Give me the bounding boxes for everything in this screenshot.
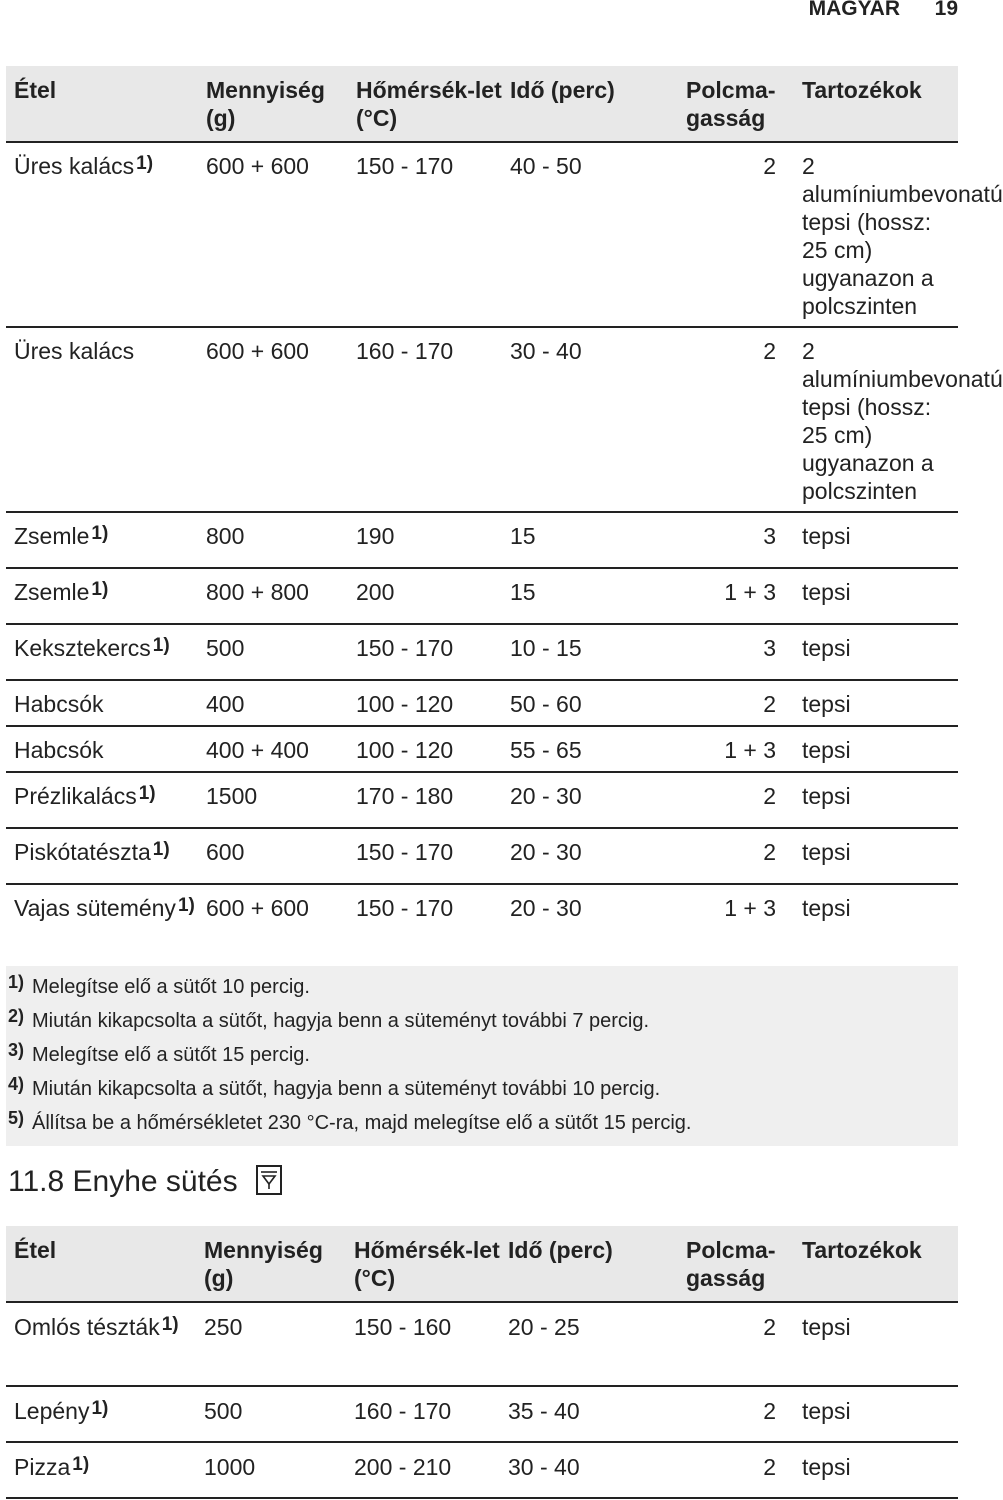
footnote-ref: 1)	[136, 153, 154, 174]
page-header	[0, 0, 960, 32]
quantity-cell: 400 + 400	[206, 737, 309, 763]
footnote-ref: 1)	[177, 895, 195, 916]
shelf-cell: 1 + 3	[724, 737, 776, 763]
footnote	[6, 1106, 958, 1140]
footnote-ref: 1)	[138, 783, 156, 804]
time-cell: 30 - 40	[510, 338, 582, 364]
gentle-bake-icon	[256, 1165, 282, 1195]
table-row	[6, 772, 958, 828]
time-cell: 55 - 65	[510, 737, 582, 763]
accessory-cell: tepsi	[802, 635, 851, 661]
accessory-cell: 2 alumíniumbevonatú tepsi (hossz: 25 cm) ugyanazon a polcszinten	[802, 153, 1003, 319]
temperature-cell: 150 - 170	[356, 839, 454, 865]
temperature-cell: 150 - 170	[356, 895, 454, 921]
food-cell	[6, 1442, 196, 1498]
table-row	[6, 142, 958, 327]
temperature-cell: 150 - 170	[356, 153, 454, 179]
table-row	[6, 624, 958, 680]
shelf-cell: 2	[763, 153, 776, 179]
table-row	[6, 884, 958, 968]
column-header: Tartozékok	[802, 77, 922, 103]
accessory-cell: tepsi	[802, 579, 851, 605]
table-row	[6, 828, 958, 884]
quantity-cell: 1500	[206, 783, 258, 809]
quantity-cell: 800 + 800	[206, 579, 309, 605]
quantity-cell: 1000	[204, 1454, 256, 1480]
table-row	[6, 327, 958, 512]
shelf-cell: 1 + 3	[724, 895, 776, 921]
temperature-cell: 200	[356, 579, 395, 605]
footnote	[6, 1004, 958, 1038]
time-cell: 10 - 15	[510, 635, 582, 661]
column-header: Tartozékok	[802, 1237, 922, 1263]
table-row	[6, 512, 958, 568]
time-cell: 15	[510, 523, 536, 549]
accessory-cell: tepsi	[802, 1314, 851, 1340]
food-name: Keksztekercs	[14, 635, 151, 661]
column-header: Idő (perc)	[510, 77, 615, 103]
footnote-text: Miután kikapcsolta a sütőt, hagyja benn a süteményt további 7 percig.	[32, 1010, 650, 1032]
quantity-cell: 800	[206, 523, 245, 549]
column-header: Étel	[14, 1237, 57, 1263]
column-header: Hőmérsék-let (°C)	[356, 77, 502, 131]
shelf-cell: 2	[763, 783, 776, 809]
table-row	[6, 1302, 958, 1386]
table-header-row	[6, 66, 958, 142]
accessory-cell: tepsi	[802, 523, 851, 549]
food-cell	[6, 327, 198, 512]
time-cell: 20 - 25	[508, 1314, 580, 1340]
footnote-ref: 1)	[91, 579, 109, 600]
column-header: Polcma-gasság	[686, 1237, 776, 1291]
food-cell	[6, 772, 198, 828]
footnote-text: Melegítse elő a sütőt 15 percig.	[32, 1044, 310, 1066]
food-cell	[6, 624, 198, 680]
page-number: 19	[934, 0, 958, 20]
quantity-cell: 500	[206, 635, 245, 661]
temperature-cell: 160 - 170	[356, 338, 454, 364]
food-name: Vajas sütemény	[14, 895, 176, 921]
food-cell	[6, 680, 198, 726]
footnote	[6, 1038, 958, 1072]
time-cell: 40 - 50	[510, 153, 582, 179]
food-name: Pizza	[14, 1454, 71, 1480]
quantity-cell: 500	[204, 1398, 243, 1424]
shelf-cell: 2	[763, 691, 776, 717]
shelf-cell: 2	[763, 1454, 776, 1480]
footnote-number: 2)	[8, 1006, 25, 1026]
section-number: 11.8	[8, 1165, 65, 1198]
table-row	[6, 1442, 958, 1498]
food-cell	[6, 884, 198, 968]
time-cell: 20 - 30	[510, 895, 582, 921]
column-header: Mennyiség (g)	[204, 1237, 323, 1291]
food-name: Zsemle	[14, 579, 90, 605]
shelf-cell: 3	[763, 523, 776, 549]
footnote-text: Melegítse elő a sütőt 10 percig.	[32, 976, 310, 998]
section-title: Enyhe sütés	[72, 1165, 238, 1198]
food-cell	[6, 568, 198, 624]
shelf-cell: 2	[763, 338, 776, 364]
food-cell	[6, 828, 198, 884]
food-cell	[6, 726, 198, 772]
accessory-cell: tepsi	[802, 1454, 851, 1480]
accessory-cell: tepsi	[802, 737, 851, 763]
table-row	[6, 726, 958, 772]
time-cell: 20 - 30	[510, 783, 582, 809]
table-row	[6, 1386, 958, 1442]
shelf-cell: 1 + 3	[724, 579, 776, 605]
time-cell: 30 - 40	[508, 1454, 580, 1480]
quantity-cell: 400	[206, 691, 245, 717]
footnote	[6, 970, 958, 1004]
footnote-ref: 1)	[91, 1398, 109, 1419]
food-name: Lepény	[14, 1398, 90, 1424]
shelf-cell: 2	[763, 839, 776, 865]
baking-table	[6, 66, 1003, 969]
footnote-number: 3)	[8, 1040, 25, 1060]
temperature-cell: 170 - 180	[356, 783, 454, 809]
accessory-cell: tepsi	[802, 1398, 851, 1424]
temperature-cell: 190	[356, 523, 395, 549]
food-name: Üres kalács	[14, 338, 135, 364]
temperature-cell: 150 - 170	[356, 635, 454, 661]
gentle-baking-table	[6, 1226, 958, 1499]
language-label: MAGYAR	[808, 0, 900, 20]
accessory-cell: tepsi	[802, 839, 851, 865]
footnotes	[6, 966, 958, 1146]
quantity-cell: 600 + 600	[206, 153, 309, 179]
time-cell: 35 - 40	[508, 1398, 580, 1424]
quantity-cell: 600 + 600	[206, 895, 309, 921]
footnote-ref: 1)	[161, 1314, 179, 1335]
food-cell	[6, 512, 198, 568]
accessory-cell: 2 alumíniumbevonatú tepsi (hossz: 25 cm) ugyanazon a polcszinten	[802, 338, 1003, 504]
food-cell	[6, 1386, 196, 1442]
footnote-ref: 1)	[152, 839, 170, 860]
footnote-number: 4)	[8, 1074, 25, 1094]
quantity-cell: 600	[206, 839, 245, 865]
food-cell	[6, 142, 198, 327]
table-row	[6, 568, 958, 624]
footnote-ref: 1)	[91, 523, 109, 544]
shelf-cell: 3	[763, 635, 776, 661]
temperature-cell: 100 - 120	[356, 737, 454, 763]
time-cell: 20 - 30	[510, 839, 582, 865]
shelf-cell: 2	[763, 1314, 776, 1340]
temperature-cell: 200 - 210	[354, 1454, 452, 1480]
food-name: Prézlikalács	[14, 783, 137, 809]
temperature-cell: 100 - 120	[356, 691, 454, 717]
temperature-cell: 150 - 160	[354, 1314, 452, 1340]
food-name: Omlós tészták	[14, 1314, 160, 1340]
time-cell: 50 - 60	[510, 691, 582, 717]
food-name: Habcsók	[14, 691, 104, 717]
section-heading	[8, 1162, 282, 1202]
column-header: Idő (perc)	[508, 1237, 613, 1263]
temperature-cell: 160 - 170	[354, 1398, 452, 1424]
food-name: Üres kalács	[14, 153, 135, 179]
column-header: Hőmérsék-let (°C)	[354, 1237, 500, 1291]
column-header: Polcma-gasság	[686, 77, 776, 131]
accessory-cell: tepsi	[802, 895, 851, 921]
footnote-ref: 1)	[152, 635, 170, 656]
footnote-number: 1)	[8, 972, 25, 992]
food-name: Habcsók	[14, 737, 104, 763]
footnote	[6, 1072, 958, 1106]
time-cell: 15	[510, 579, 536, 605]
food-name: Zsemle	[14, 523, 90, 549]
footnote-ref: 1)	[72, 1454, 90, 1475]
quantity-cell: 600 + 600	[206, 338, 309, 364]
column-header: Étel	[14, 77, 57, 103]
table-header-row	[6, 1226, 958, 1302]
footnote-number: 5)	[8, 1108, 25, 1128]
food-cell	[6, 1302, 196, 1386]
quantity-cell: 250	[204, 1314, 243, 1340]
accessory-cell: tepsi	[802, 783, 851, 809]
column-header: Mennyiség (g)	[206, 77, 325, 131]
table-row	[6, 680, 958, 726]
accessory-cell: tepsi	[802, 691, 851, 717]
food-name: Piskótatészta	[14, 839, 151, 865]
footnote-text: Miután kikapcsolta a sütőt, hagyja benn a süteményt további 10 percig.	[32, 1078, 661, 1100]
footnote-text: Állítsa be a hőmérsékletet 230 °C-ra, majd melegítse elő a sütőt 15 percig.	[32, 1112, 692, 1134]
shelf-cell: 2	[763, 1398, 776, 1424]
